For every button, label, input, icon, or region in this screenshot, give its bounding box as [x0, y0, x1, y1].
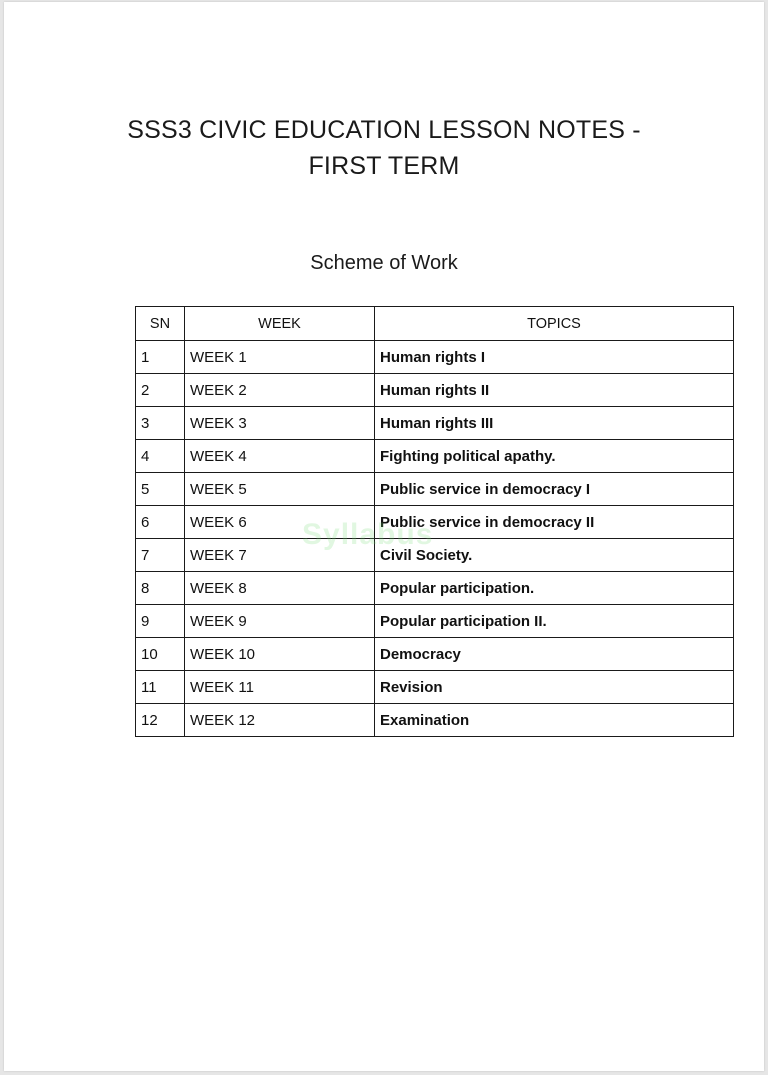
title-line-1: SSS3 CIVIC EDUCATION LESSON NOTES - — [127, 116, 641, 144]
cell-sn: 4 — [136, 440, 185, 473]
cell-topic: Human rights II — [375, 374, 734, 407]
cell-week: WEEK 4 — [185, 440, 375, 473]
cell-topic: Human rights III — [375, 407, 734, 440]
table-row — [136, 605, 734, 638]
cell-week: WEEK 6 — [185, 506, 375, 539]
table-row — [136, 506, 734, 539]
cell-sn: 10 — [136, 638, 185, 671]
cell-sn: 3 — [136, 407, 185, 440]
cell-topic: Popular participation. — [375, 572, 734, 605]
table-row — [136, 572, 734, 605]
document-page — [4, 2, 764, 1071]
table-header-row — [136, 307, 734, 341]
table-row — [136, 440, 734, 473]
cell-topic: Revision — [375, 671, 734, 704]
cell-sn: 12 — [136, 704, 185, 737]
title-line-2: FIRST TERM — [308, 152, 460, 180]
table-row — [136, 671, 734, 704]
watermark: Syllabus — [302, 518, 434, 551]
scheme-of-work-table — [135, 306, 734, 737]
cell-topic: Civil Society. — [375, 539, 734, 572]
table-row — [136, 638, 734, 671]
cell-week: WEEK 2 — [185, 374, 375, 407]
table-row — [136, 407, 734, 440]
table-row — [136, 539, 734, 572]
cell-topic: Examination — [375, 704, 734, 737]
cell-week: WEEK 11 — [185, 671, 375, 704]
cell-topic: Fighting political apathy. — [375, 440, 734, 473]
cell-sn: 6 — [136, 506, 185, 539]
cell-week: WEEK 10 — [185, 638, 375, 671]
document-title — [4, 112, 764, 184]
header-week: WEEK — [185, 307, 375, 341]
cell-week: WEEK 3 — [185, 407, 375, 440]
cell-sn: 5 — [136, 473, 185, 506]
cell-sn: 1 — [136, 341, 185, 374]
cell-week: WEEK 5 — [185, 473, 375, 506]
cell-sn: 11 — [136, 671, 185, 704]
header-topics: TOPICS — [375, 307, 734, 341]
cell-week: WEEK 7 — [185, 539, 375, 572]
cell-topic: Public service in democracy II — [375, 506, 734, 539]
cell-topic: Popular participation II. — [375, 605, 734, 638]
cell-week: WEEK 1 — [185, 341, 375, 374]
cell-topic: Democracy — [375, 638, 734, 671]
cell-sn: 9 — [136, 605, 185, 638]
table-row — [136, 473, 734, 506]
scheme-subtitle: Scheme of Work — [310, 252, 458, 274]
table-row — [136, 341, 734, 374]
cell-sn: 8 — [136, 572, 185, 605]
cell-topic: Public service in democracy I — [375, 473, 734, 506]
cell-week: WEEK 8 — [185, 572, 375, 605]
cell-sn: 2 — [136, 374, 185, 407]
table-row — [136, 704, 734, 737]
cell-week: WEEK 9 — [185, 605, 375, 638]
cell-week: WEEK 12 — [185, 704, 375, 737]
cell-topic: Human rights I — [375, 341, 734, 374]
cell-sn: 7 — [136, 539, 185, 572]
header-sn: SN — [136, 307, 185, 341]
table-row — [136, 374, 734, 407]
